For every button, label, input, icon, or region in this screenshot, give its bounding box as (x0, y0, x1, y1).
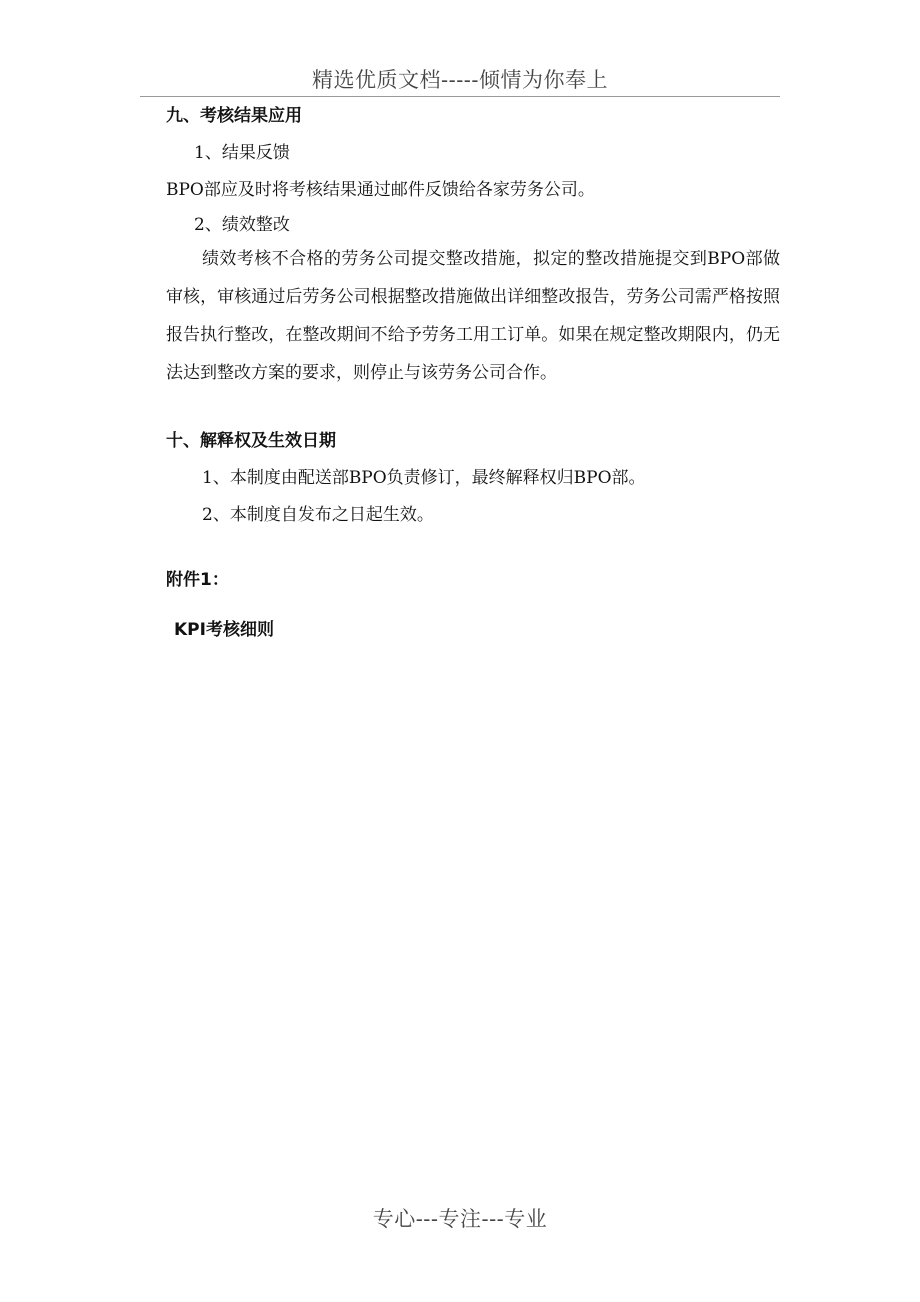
section-10-heading: 十、解释权及生效日期 (166, 431, 336, 451)
page-footer: 专心---专注---专业 (372, 1207, 548, 1231)
header-divider (140, 96, 780, 97)
section-9-item-2-body: 绩效考核不合格的劳务公司提交整改措施，拟定的整改措施提交到BPO部做审核，审核通过后劳务公司根据整改措施做出详细整改报告，劳务公司需严格按照报告执行整改，在整改期间不给予劳务工用工订单。如果在规定整改期限内，仍无法达到整改方案的要求，则停止与该劳务公司合作。 (166, 249, 780, 383)
attachment-title: KPI考核细则 (174, 620, 274, 640)
section-10-item-2: 2、本制度自发布之日起生效。 (202, 505, 434, 525)
section-9-item-2-title: 2、绩效整改 (194, 215, 290, 235)
section-9-item-1-title: 1、结果反馈 (194, 143, 290, 163)
section-9-heading: 九、考核结果应用 (166, 106, 302, 126)
page-header: 精选优质文档-----倾情为你奉上 (312, 68, 608, 92)
section-10-item-1: 1、本制度由配送部BPO负责修订，最终解释权归BPO部。 (202, 468, 646, 488)
section-9-item-1-body: BPO部应及时将考核结果通过邮件反馈给各家劳务公司。 (166, 180, 595, 200)
attachment-label: 附件1： (166, 570, 229, 590)
